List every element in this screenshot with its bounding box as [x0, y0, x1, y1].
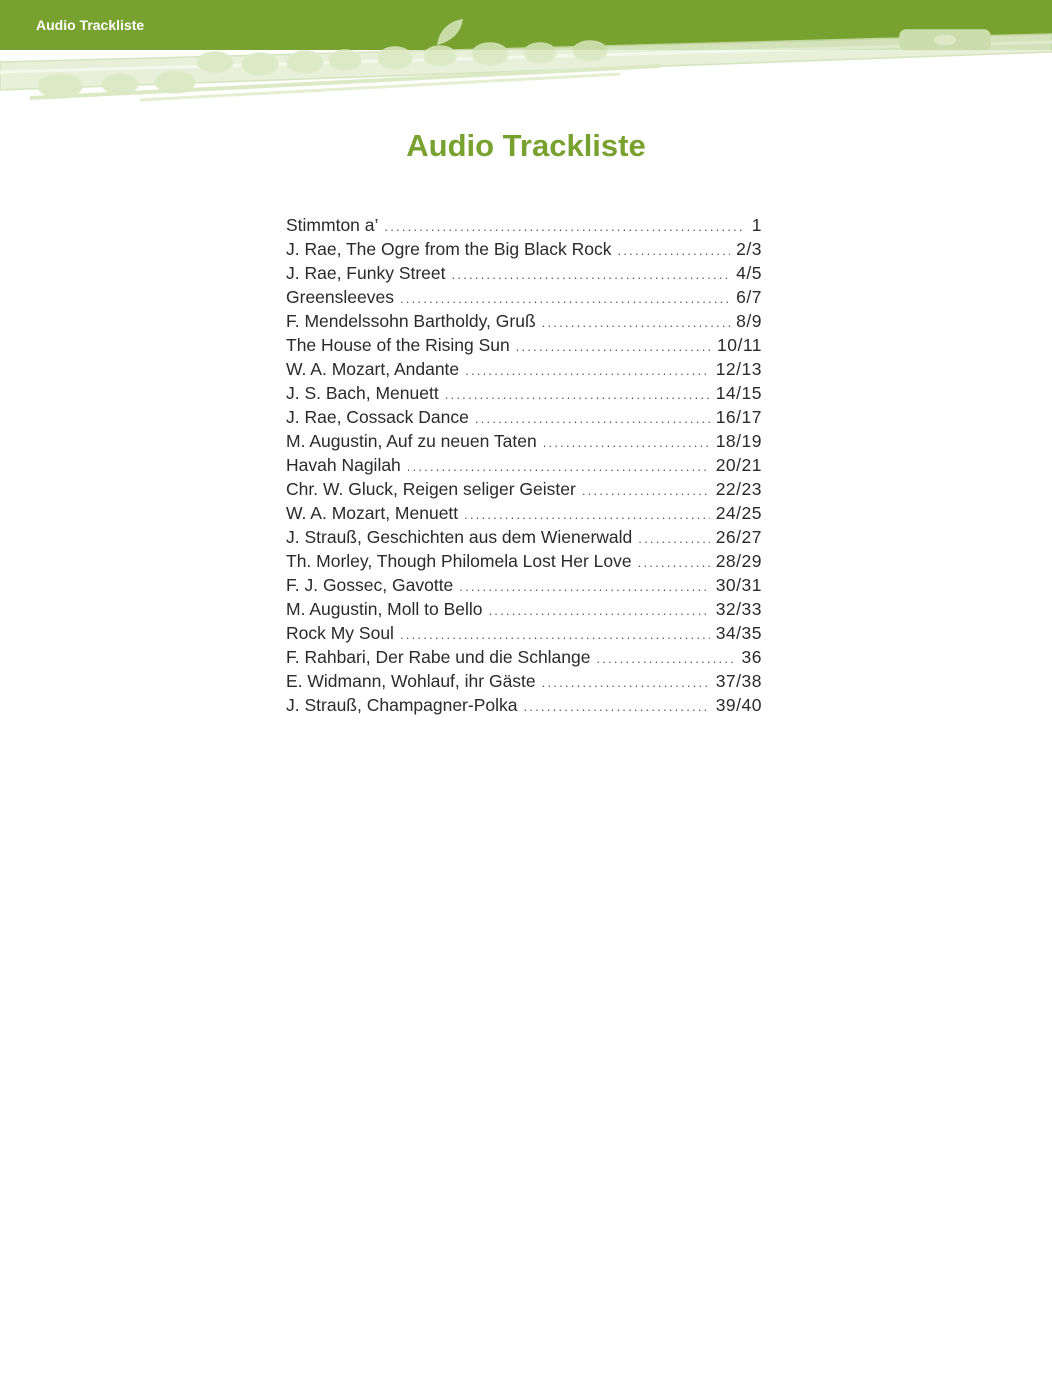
dot-leader — [597, 647, 736, 671]
track-title: J. S. Bach, Menuett — [286, 383, 439, 403]
dot-leader — [638, 551, 710, 575]
track-title: F. Mendelssohn Bartholdy, Gruß — [286, 311, 536, 331]
header-label: Audio Trackliste — [36, 17, 145, 33]
track-row — [286, 693, 762, 717]
dot-leader — [465, 359, 710, 383]
dot-leader — [618, 239, 731, 263]
track-number: 20/21 — [715, 455, 762, 475]
dot-leader — [407, 455, 710, 479]
track-list — [286, 213, 762, 717]
track-title: F. Rahbari, Der Rabe und die Schlange — [286, 647, 591, 667]
track-number: 37/38 — [715, 671, 762, 691]
track-number: 30/31 — [715, 575, 762, 595]
dot-leader — [475, 407, 710, 431]
track-title: Th. Morley, Though Philomela Lost Her Love — [286, 551, 632, 571]
track-row — [286, 261, 762, 285]
track-title: Greensleeves — [286, 287, 394, 307]
track-number: 32/33 — [715, 599, 762, 619]
track-row — [286, 621, 762, 645]
track-row — [286, 525, 762, 549]
track-title: J. Rae, Cossack Dance — [286, 407, 469, 427]
track-row — [286, 573, 762, 597]
track-number: 4/5 — [736, 263, 762, 283]
flute-illustration-icon — [0, 0, 1052, 130]
track-row — [286, 309, 762, 333]
track-row — [286, 285, 762, 309]
track-row — [286, 405, 762, 429]
dot-leader — [542, 311, 731, 335]
track-title: The House of the Rising Sun — [286, 335, 510, 355]
track-row — [286, 597, 762, 621]
dot-leader — [400, 623, 710, 647]
track-row — [286, 333, 762, 357]
dot-leader — [445, 383, 710, 407]
track-title: W. A. Mozart, Menuett — [286, 503, 459, 523]
track-number: 12/13 — [715, 359, 762, 379]
track-row — [286, 429, 762, 453]
dot-leader — [464, 503, 710, 527]
track-number: 10/11 — [717, 335, 762, 355]
dot-leader — [582, 479, 710, 503]
track-row — [286, 645, 762, 669]
dot-leader — [543, 431, 710, 455]
page-title: Audio Trackliste — [406, 128, 646, 163]
track-title: F. J. Gossec, Gavotte — [286, 575, 454, 595]
track-title: Stimmton a’ — [286, 215, 379, 235]
track-title: E. Widmann, Wohlauf, ihr Gäste — [286, 671, 536, 691]
track-row — [286, 213, 762, 237]
track-row — [286, 669, 762, 693]
dot-leader — [400, 287, 730, 311]
track-row — [286, 549, 762, 573]
dot-leader — [516, 335, 711, 359]
track-number: 24/25 — [715, 503, 762, 523]
track-number: 1 — [751, 215, 762, 235]
dot-leader — [488, 599, 709, 623]
track-title: Rock My Soul — [286, 623, 394, 643]
track-number: 16/17 — [715, 407, 762, 427]
track-number: 28/29 — [715, 551, 762, 571]
track-row — [286, 237, 762, 261]
track-number: 34/35 — [715, 623, 762, 643]
dot-leader — [524, 695, 710, 719]
dot-leader — [542, 671, 710, 695]
track-title: J. Rae, Funky Street — [286, 263, 446, 283]
track-title: J. Strauß, Geschichten aus dem Wienerwald — [286, 527, 633, 547]
track-row — [286, 453, 762, 477]
track-number: 18/19 — [715, 431, 762, 451]
track-title: J. Strauß, Champagner-Polka — [286, 695, 518, 715]
track-title: M. Augustin, Auf zu neuen Taten — [286, 431, 537, 451]
track-number: 6/7 — [736, 287, 762, 307]
track-title: W. A. Mozart, Andante — [286, 359, 460, 379]
track-row — [286, 381, 762, 405]
track-number: 36 — [741, 647, 762, 667]
dot-leader — [459, 575, 709, 599]
dot-leader — [384, 215, 745, 239]
track-row — [286, 477, 762, 501]
track-row — [286, 357, 762, 381]
dot-leader — [452, 263, 731, 287]
track-title: J. Rae, The Ogre from the Big Black Rock — [286, 239, 612, 259]
track-number: 22/23 — [715, 479, 762, 499]
track-number: 26/27 — [715, 527, 762, 547]
track-row — [286, 501, 762, 525]
track-number: 2/3 — [736, 239, 762, 259]
track-number: 8/9 — [736, 311, 762, 331]
track-title: Chr. W. Gluck, Reigen seliger Geister — [286, 479, 576, 499]
track-title: M. Augustin, Moll to Bello — [286, 599, 483, 619]
track-title: Havah Nagilah — [286, 455, 401, 475]
track-number: 39/40 — [715, 695, 762, 715]
track-number: 14/15 — [715, 383, 762, 403]
dot-leader — [638, 527, 709, 551]
